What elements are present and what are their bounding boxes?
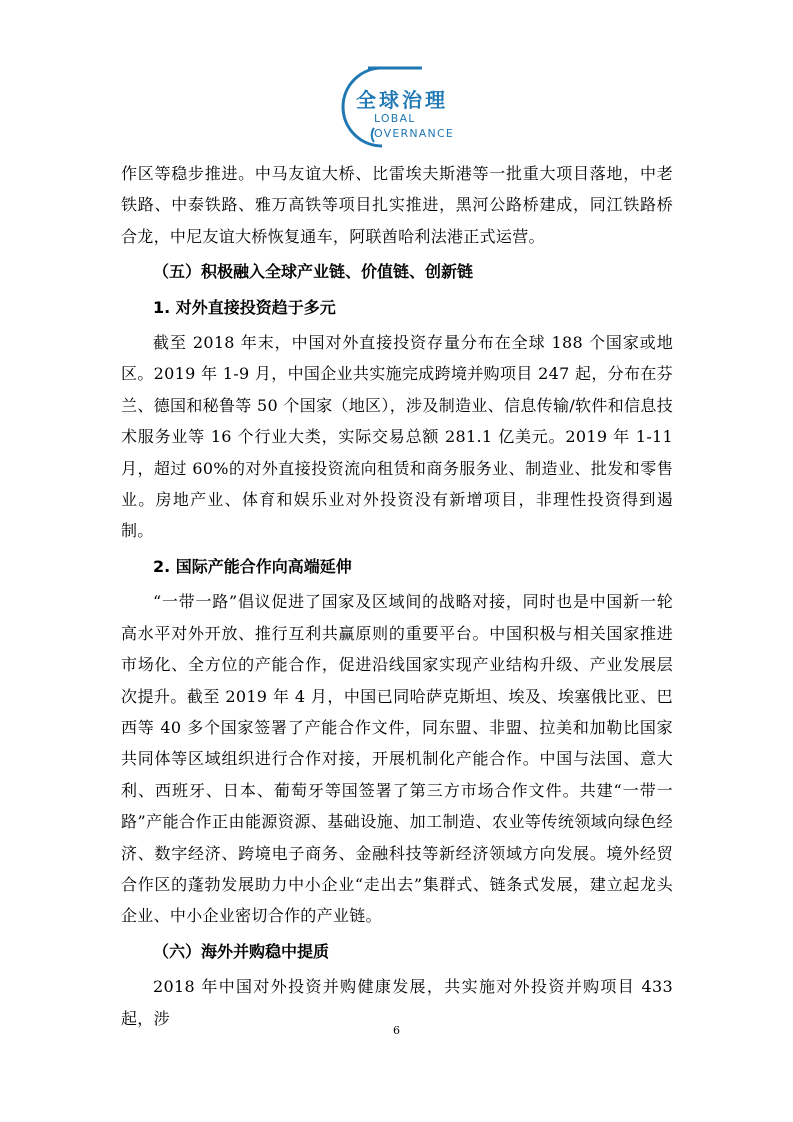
paragraph-continuation: 作区等稳步推进。中马友谊大桥、比雷埃夫斯港等一批重大项目落地，中老铁路、中泰铁路、雅万高铁等项目扎实推进，黑河公路桥建成，同江铁路桥合龙，中尼友谊大桥恢复通车，阿联酋哈利法港正式运营。 [121, 164, 673, 246]
document-body [121, 158, 673, 1034]
page-number: 6 [393, 1024, 400, 1037]
paragraph-5-1: 截至 2018 年末，中国对外直接投资存量分布在全球 188 个国家或地区。2019 年 1-9 月，中国企业共实施完成跨境并购项目 247 起，分布在芬兰、德国和秘鲁等 50 个国家（地区），涉及制造业、信息传输/软件和信息技术服务业等 16 个行业大类，实际交易总额 281.1 亿美元。2019 年 1-11 月，超过 60%的对外直接投资流向租赁和商务服务业、制造业、批发和零售业。房地产业、体育和娱乐业对外投资没有新增项目，非理性投资得到遏制。 [121, 333, 673, 541]
subsection-heading-5-1: 1. 对外直接投资趋于多元 [153, 297, 336, 317]
logo-chinese-text: 全球治理 [356, 88, 448, 112]
section-heading-5: （五）积极融入全球产业链、价值链、创新链 [153, 262, 474, 282]
logo-english-line1: LOBAL [374, 112, 416, 125]
subsection-heading-5-2: 2. 国际产能合作向高端延伸 [153, 556, 352, 576]
logo-english-line2: OVERNANCE [374, 127, 454, 140]
section-heading-6: （六）海外并购稳中提质 [153, 941, 330, 961]
global-governance-logo [322, 62, 482, 152]
paragraph-5-2: “一带一路”倡议促进了国家及区域间的战略对接，同时也是中国新一轮高水平对外开放、推行互利共赢原则的重要平台。中国积极与相关国家推进市场化、全方位的产能合作，促进沿线国家实现产业结构升级、产业发展层次提升。截至 2019 年 4 月，中国已同哈萨克斯坦、埃及、埃塞俄比亚、巴西等 40 多个国家签署了产能合作文件，同东盟、非盟、拉美和加勒比国家共同体等区域组织进行合作对接，开展机制化产能合作。中国与法国、意大利、西班牙、日本、葡萄牙等国签署了第三方市场合作文件。共建“一带一路”产能合作正由能源资源、基础设施、加工制造、农业等传统领域向绿色经济、数字经济、跨境电子商务、金融科技等新经济领域方向发展。境外经贸合作区的蓬勃发展助力中小企业“走出去”集群式、链条式发展，建立起龙头企业、中小企业密切合作的产业链。 [121, 592, 673, 926]
paragraph-6: 2018 年中国对外投资并购健康发展，共实施对外投资并购项目 433 起，涉 [121, 977, 673, 1028]
